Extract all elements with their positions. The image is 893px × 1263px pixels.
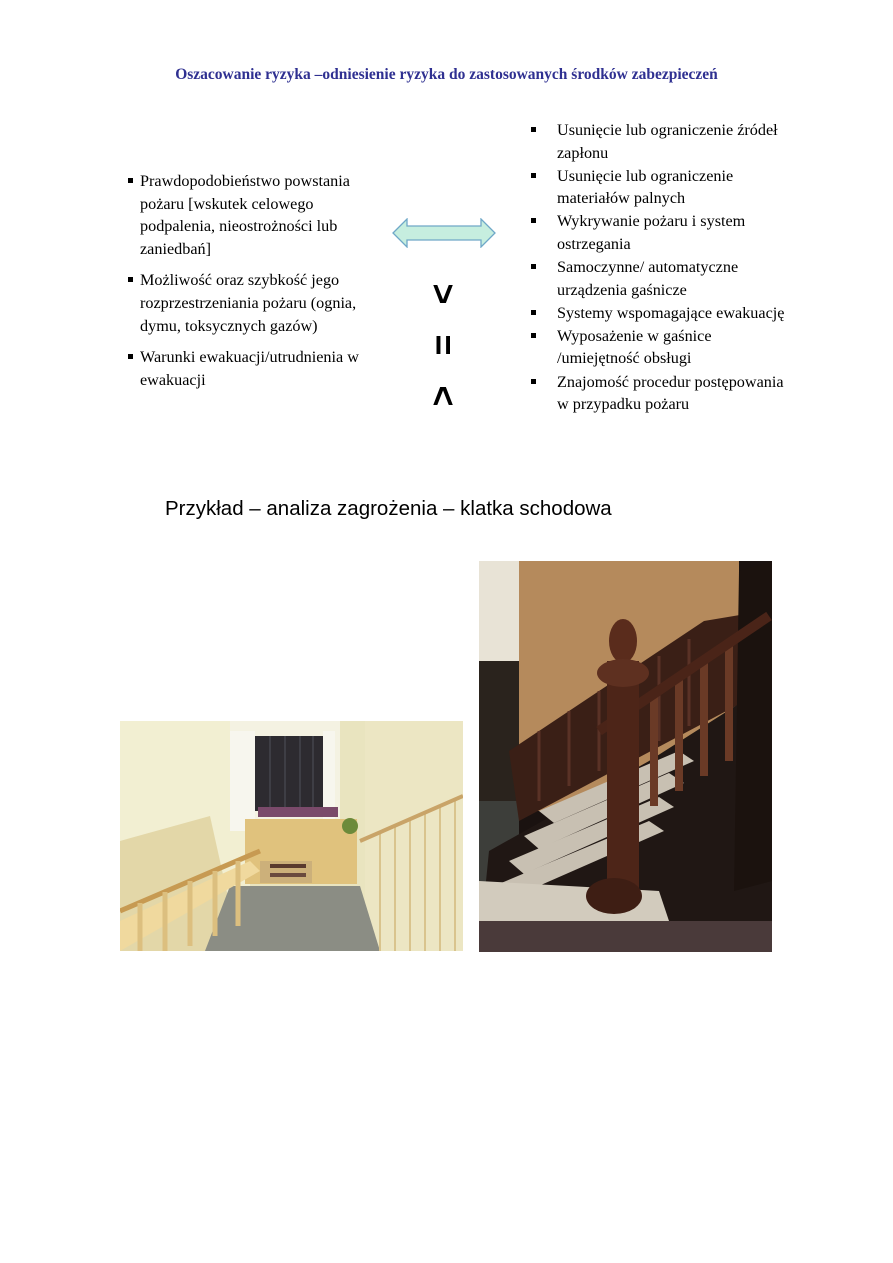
safety-measure-item: Wykrywanie pożaru i system ostrzegania [530, 210, 790, 255]
safety-measure-item: Znajomość procedur postępowania w przypadku pożaru [530, 371, 790, 416]
safety-measure-item: Wyposażenie w gaśnice /umiejętność obsługi [530, 325, 790, 370]
example-subtitle: Przykład – analiza zagrożenia – klatka schodowa [165, 497, 612, 520]
risk-factor-item: Prawdopodobieństwo powstania pożaru [wskutek celowego podpalenia, nieostrożności lub zaniedbań] [127, 170, 367, 260]
risk-factor-item: Warunki ewakuacji/utrudnienia w ewakuacji [127, 346, 367, 391]
safety-measures-list [530, 119, 790, 416]
double-arrow-icon [392, 218, 496, 248]
safety-measure-item: Usunięcie lub ograniczenie źródeł zapłonu [530, 119, 790, 164]
risk-factors-list [127, 170, 367, 400]
comparison-symbols: > = < [422, 273, 463, 407]
risk-factor-item: Możliwość oraz szybkość jego rozprzestrzeniania pożaru (ognia, dymu, toksycznych gazów) [127, 269, 367, 337]
safety-measure-item: Samoczynne/ automatyczne urządzenia gaśnicze [530, 256, 790, 301]
page-title: Oszacowanie ryzyka –odniesienie ryzyka do zastosowanych środków zabezpieczeń [175, 66, 718, 83]
historic-staircase-photo [479, 561, 772, 952]
safety-measure-item: Usunięcie lub ograniczenie materiałów palnych [530, 165, 790, 210]
safety-measure-item: Systemy wspomagające ewakuację [530, 302, 790, 325]
modern-staircase-photo [120, 721, 463, 951]
